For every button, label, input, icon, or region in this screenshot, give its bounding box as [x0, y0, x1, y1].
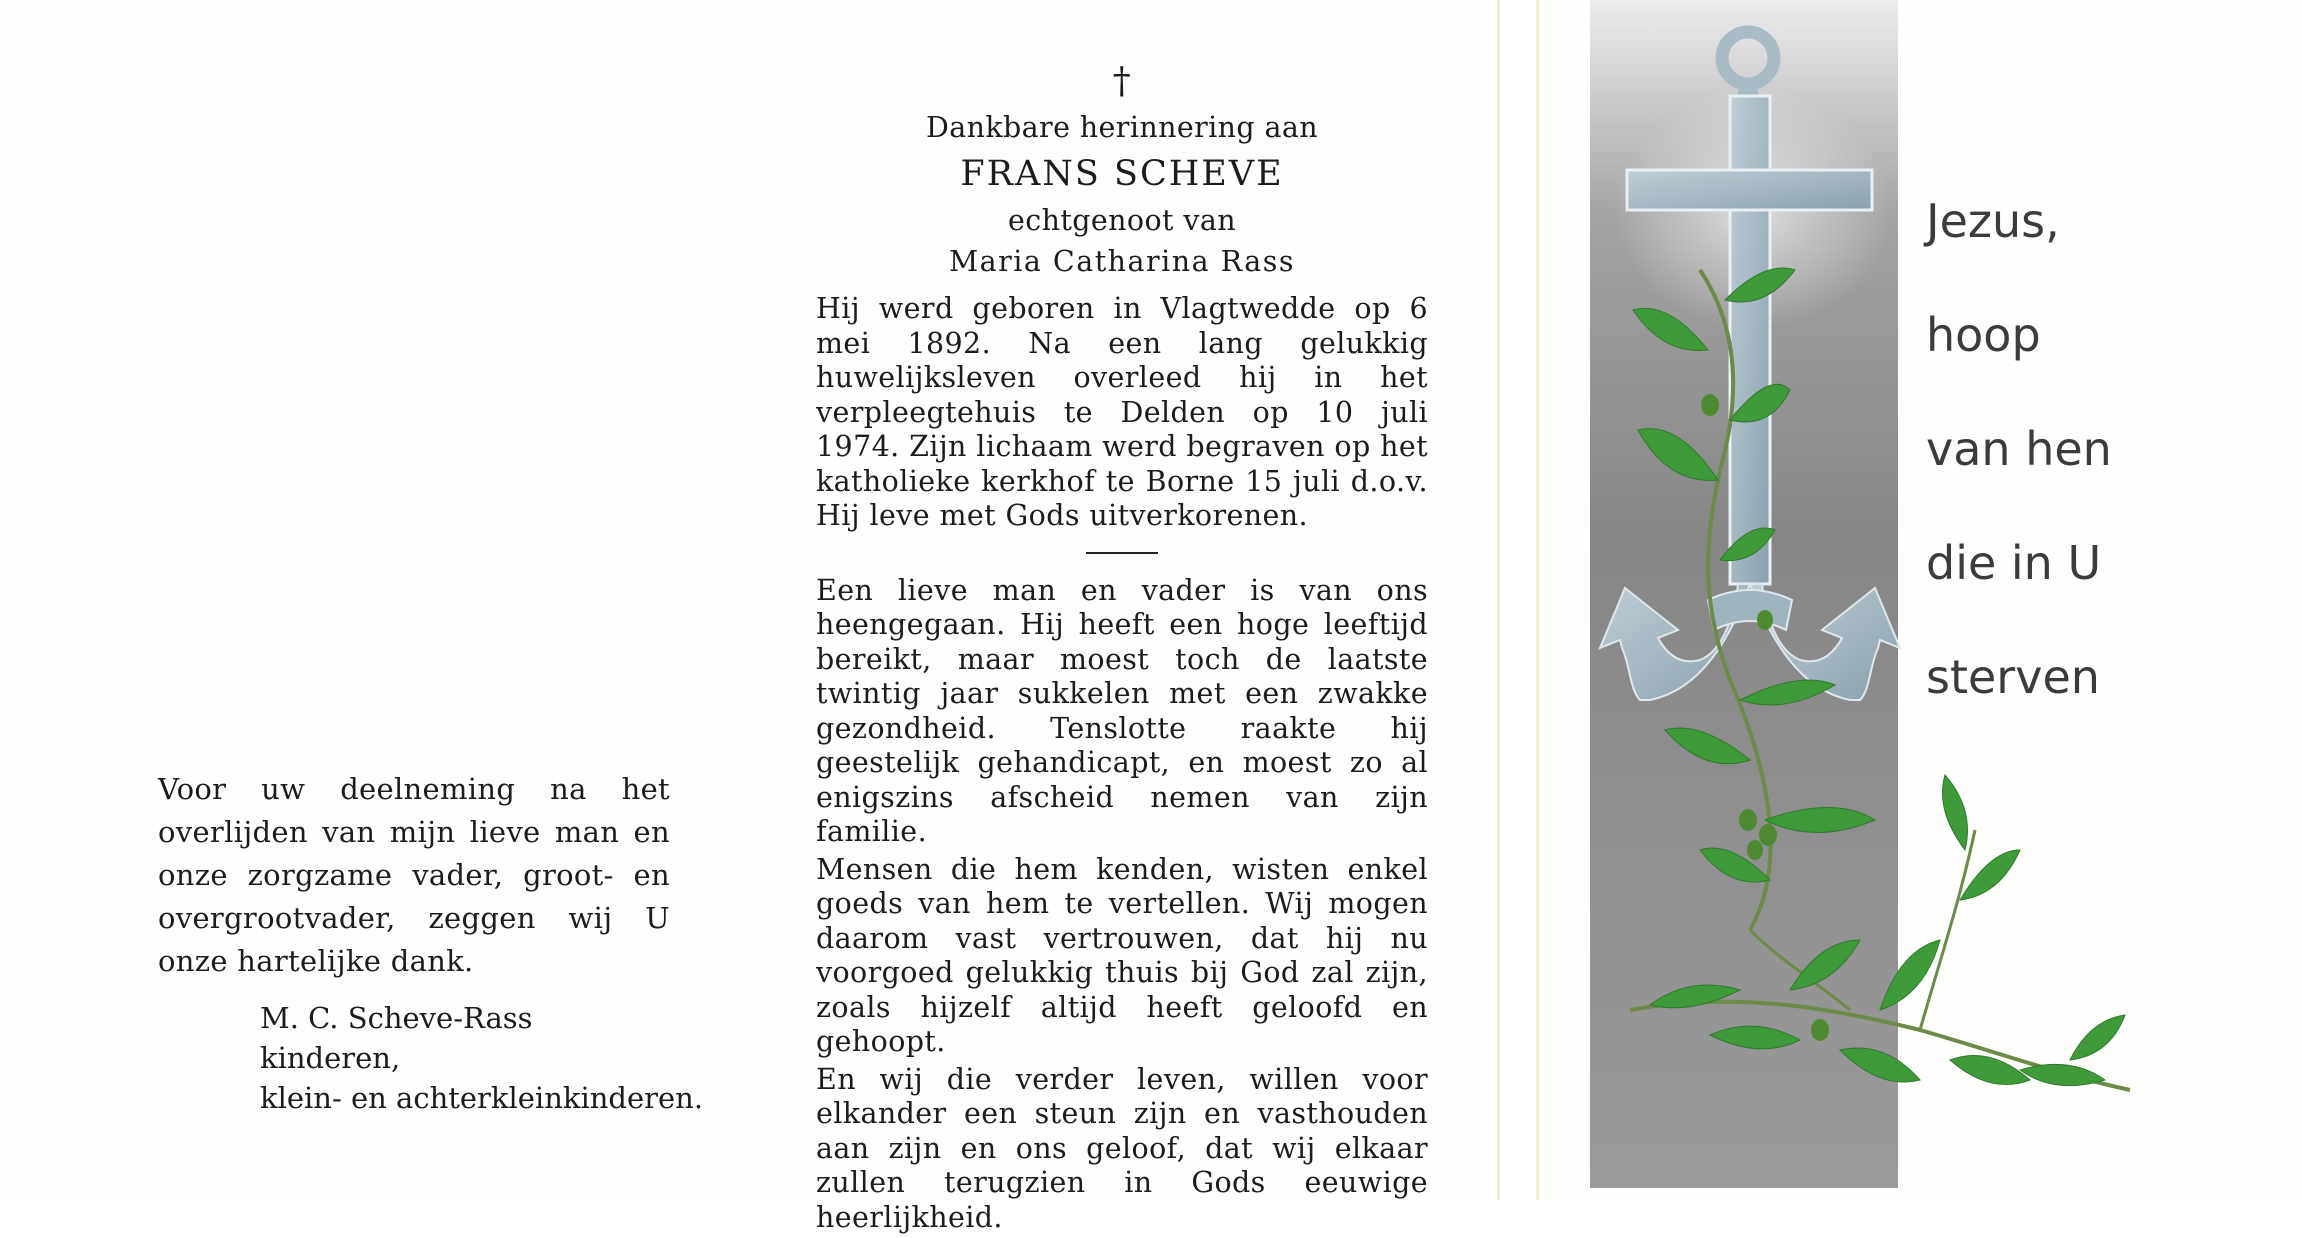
eulogy-paragraph: Mensen die hem kenden, wisten enkel goeds van hem te vertellen. Wij mogen daarom vast vertrouwen, dat hij nu voorgoed gelukkig thuis bij God zal zijn, zoals hijzelf altijd heeft geloofd en gehoopt. [816, 852, 1428, 1058]
card-fold-gutter [1503, 0, 1536, 1200]
memorial-text [816, 60, 1428, 1238]
verse-line: Jezus, [1926, 194, 2060, 248]
prayer-verse [1926, 186, 2112, 756]
thank-you-note: Voor uw deelneming na het overlijden van mijn lieve man en onze zorgzame vader, groot- en overgrootvader, zeggen wij U onze hartelijke dank. [158, 772, 670, 978]
deceased-name: FRANS SCHEVE [960, 154, 1284, 194]
biography-paragraph: Hij werd geboren in Vlagtwedde op 6 mei 1892. Na een lang gelukkig huwelijksleven overleed hij in het verpleegtehuis te Delden op 10 juli 1974. Zijn lichaam werd begraven op het katholieke kerkhof te Borne 15 juli d.o.v. Hij leve met Gods uitverkorenen. [816, 292, 1428, 532]
signature-block [260, 998, 703, 1118]
memorial-intro: Dankbare herinnering aan [925, 111, 1319, 144]
cross-symbol: † [1112, 61, 1132, 102]
verse-line: die in U [1926, 536, 2102, 590]
verse-line: van hen [1926, 422, 2112, 476]
signature-line: M. C. Scheve-Rass [260, 1001, 533, 1035]
section-divider [1086, 552, 1158, 554]
signature-line: klein- en achterkleinkinderen. [260, 1081, 704, 1115]
signature-line: kinderen, [260, 1041, 401, 1075]
spouse-label: echtgenoot van [1008, 204, 1236, 237]
eulogy-paragraph: En wij die verder leven, willen voor elkander een steun zijn en vasthouden aan zijn en ons geloof, dat wij elkaar zullen terugzien in Gods eeuwige heerlijkheid. [816, 1062, 1428, 1234]
eulogy-paragraph: Een lieve man en vader is van ons heengegaan. Hij heeft een hoge leeftijd bereikt, maar moest toch de laatste twintig jaar sukkelen met een zwakke gezondheid. Tenslotte raakte hij geestelijk gehandicapt, en moest zo al enigszins afscheid nemen van zijn familie. [816, 573, 1428, 848]
verse-line: hoop [1926, 308, 2041, 362]
spouse-name: Maria Catharina Rass [948, 245, 1296, 278]
verse-line: sterven [1926, 650, 2100, 704]
